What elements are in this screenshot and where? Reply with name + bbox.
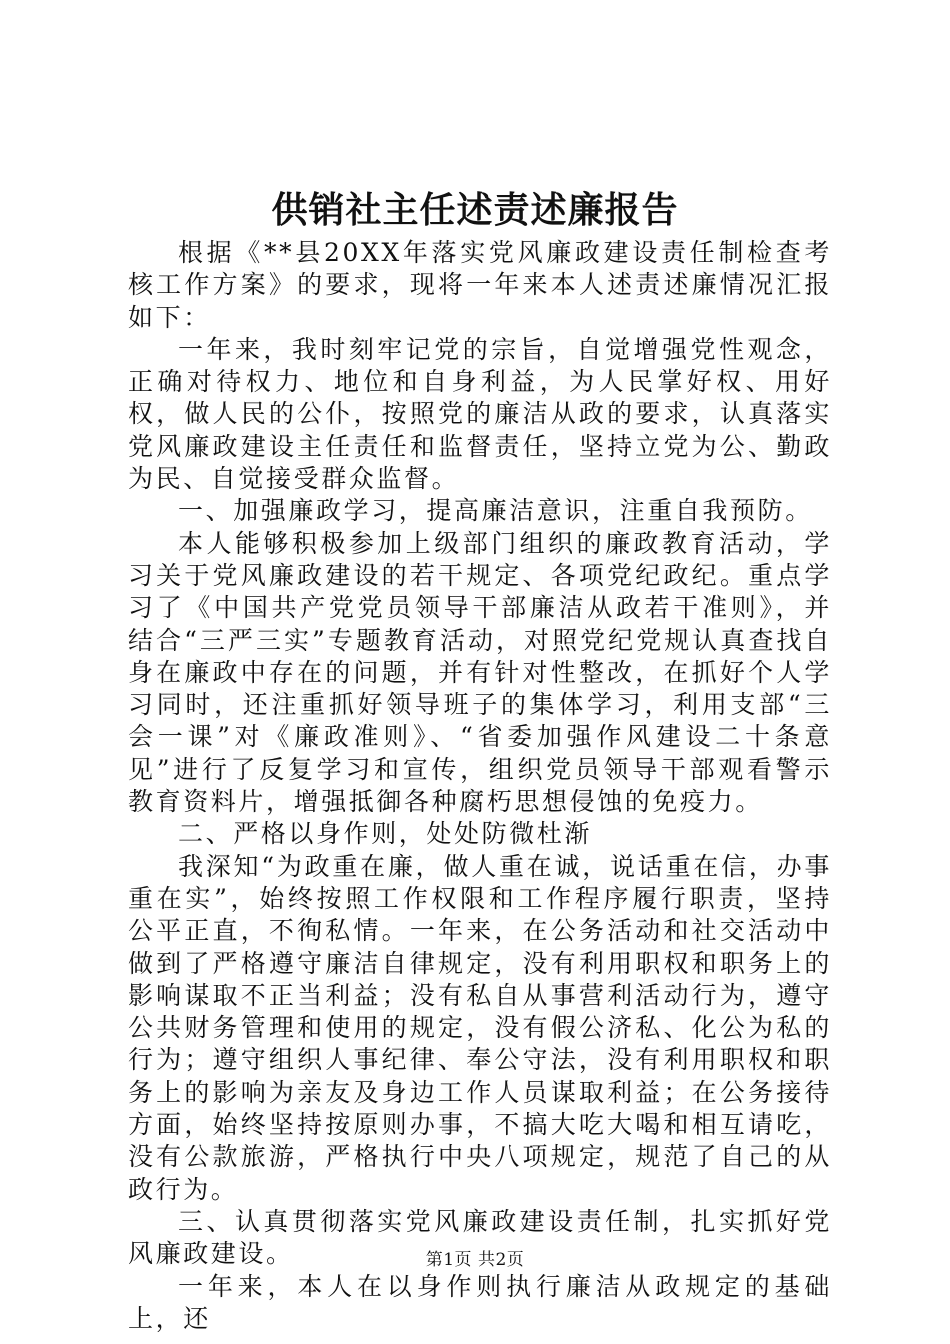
paragraph-section-3: 一年来，本人在以身作则执行廉洁从政规定的基础上，还 <box>128 1271 832 1333</box>
page-number: 第1页 共2页 <box>425 1250 525 1270</box>
section-heading-3: 三、认真贯彻落实党风廉政建设责任制，扎实抓好党风廉政建设。 <box>128 1206 832 1269</box>
paragraph-overview: 一年来，我时刻牢记党的宗旨，自觉增强党性观念，正确对待权力、地位和自身利益，为人民掌好权、用好权，做人民的公仆，按照党的廉洁从政的要求，认真落实党风廉政建设主任责任和监督责任，坚持立党为公、勤政为民、自觉接受群众监督。 <box>128 334 832 494</box>
paragraph-section-1: 本人能够积极参加上级部门组织的廉政教育活动，学习关于党风廉政建设的若干规定、各项党纪政纪。重点学习了《中国共产党党员领导干部廉洁从政若干准则》，并结合“三严三实”专题教育活动，对照党纪党规认真查找自身在廉政中存在的问题，并有针对性整改，在抓好个人学习同时，还注重抓好领导班子的集体学习，利用支部“三会一课”对《廉政准则》、“省委加强作风建设二十条意见”进行了反复学习和宣传，组织党员领导干部观看警示教育资料片，增强抵御各种腐朽思想侵蚀的免疫力。 <box>128 528 832 817</box>
paragraph-section-2: 我深知“为政重在廉，做人重在诚，说话重在信，办事重在实”，始终按照工作权限和工作程序履行职责，坚持公平正直，不徇私情。一年来，在公务活动和社交活动中做到了严格遵守廉洁自律规定，没有利用职权和职务上的影响谋取不正当利益；没有私自从事营利活动行为，遵守公共财务管理和使用的规定，没有假公济私、化公为私的行为；遵守组织人事纪律、奉公守法，没有利用职权和职务上的影响为亲友及身边工作人员谋取利益；在公务接待方面，始终坚持按原则办事，不搞大吃大喝和相互请吃，没有公款旅游，严格执行中央八项规定，规范了自己的从政行为。 <box>128 851 832 1204</box>
document-body <box>128 237 832 1335</box>
document-title: 供销社主任述责述廉报告 <box>271 189 679 231</box>
section-heading-2: 二、严格以身作则，处处防微杜渐 <box>178 819 593 849</box>
paragraph-intro: 根据《**县20XX年落实党风廉政建设责任制检查考核工作方案》的要求，现将一年来本人述责述廉情况汇报如下： <box>128 238 832 332</box>
section-heading-1: 一、加强廉政学习，提高廉洁意识，注重自我预防。 <box>178 496 813 526</box>
